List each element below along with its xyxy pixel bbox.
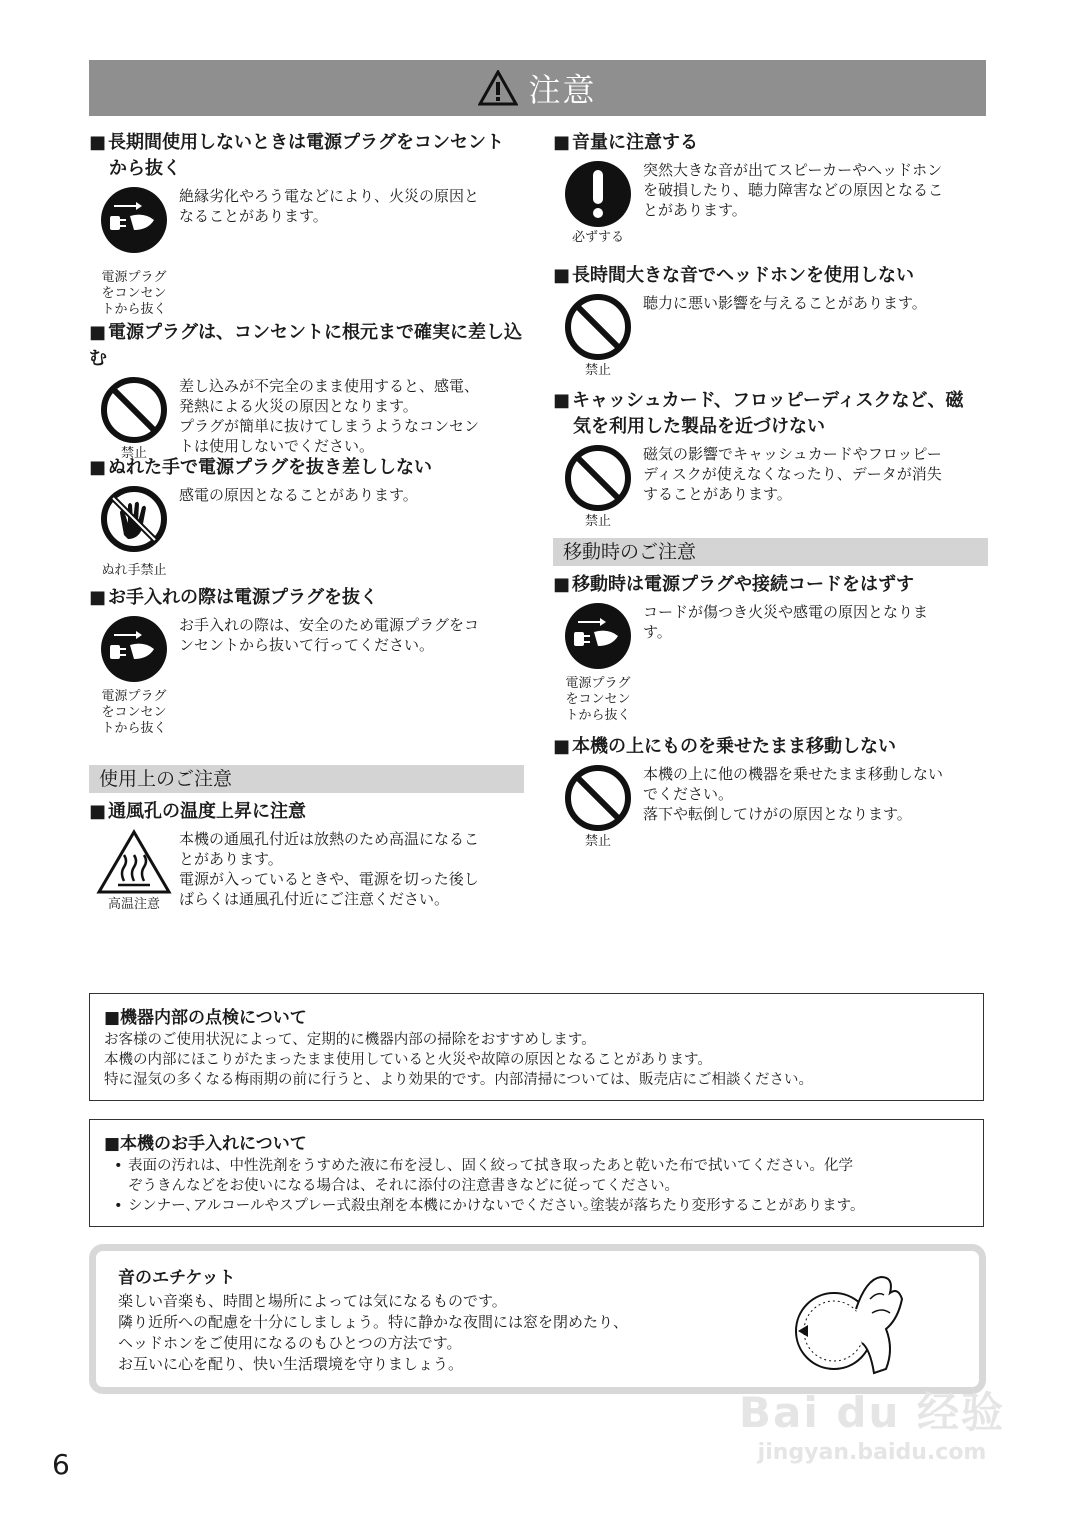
- caution-item: ■ 長時間大きな音でヘッドホンを使用しない 禁止 聴力に悪い影響を与えることがあります。: [553, 263, 988, 388]
- mandatory-icon: [564, 160, 632, 228]
- icon-caption: をコンセン: [565, 692, 631, 707]
- item-title: 通風孔の温度上昇に注意: [108, 801, 307, 822]
- prohibited-icon: [100, 376, 168, 444]
- inspection-notice-box: [89, 993, 984, 1101]
- item-desc: 差し込みが不完全のまま使用すると、感電、: [179, 377, 480, 395]
- section-heading: 移動時のご注意: [553, 538, 988, 566]
- icon-caption: 禁止: [120, 446, 147, 461]
- item-desc: 落下や転倒してけがの原因となります。: [643, 805, 912, 823]
- caution-item: ■ ぬれた手で電源プラグを抜き差ししない ぬれ手禁止 感電の原因となることがあります。: [89, 455, 524, 585]
- item-desc: 感電の原因となることがあります。: [179, 486, 418, 504]
- page-title: 注意: [528, 71, 597, 109]
- volume-knob-hand-illustration: [786, 1269, 916, 1379]
- etiquette-line: お互いに心を配り、快い生活環境を守りましょう。: [118, 1355, 464, 1373]
- etiquette-line: ヘッドホンをご使用になるのもひとつの方法です。: [118, 1334, 462, 1352]
- icon-caption: トから抜く: [101, 721, 167, 736]
- section-heading: 使用上のご注意: [89, 765, 524, 793]
- right-column: [553, 130, 988, 850]
- icon-caption: をコンセン: [101, 286, 167, 301]
- caution-item: ■ 音量に注意する 必ずする 突然大きな音が出てスピーカーやヘッドホン を破損したり、聴力障害などの原因となるこ とがあります。: [553, 130, 988, 263]
- icon-caption: をコンセン: [101, 705, 167, 720]
- unplug-icon: [100, 186, 168, 254]
- item-desc: 聴力に悪い影響を与えることがあります。: [643, 294, 927, 312]
- box-line: 本機の内部にほこりがたまったまま使用していると火災や故障の原因となることがあります。: [104, 1052, 712, 1068]
- item-title-cont: 気を利用した製品を近づけない: [573, 416, 825, 437]
- hot-surface-icon: [96, 829, 172, 895]
- box-line: 特に湿気の多くなる梅雨期の前に行うと、より効果的です。内部清掃については、販売店にご相談ください。: [104, 1072, 814, 1088]
- item-desc: 突然大きな音が出てスピーカーやヘッドホン: [643, 161, 943, 179]
- etiquette-title: 音のエチケット: [118, 1268, 236, 1288]
- sound-etiquette-panel: [89, 1244, 986, 1394]
- icon-caption: 電源プラグ: [101, 270, 167, 285]
- icon-caption: 禁止: [584, 834, 611, 849]
- item-desc: プラグが簡単に抜けてしまうようなコンセン: [179, 417, 480, 435]
- item-desc: トは使用しないでください。: [179, 437, 375, 455]
- page-number: 6: [52, 1448, 70, 1481]
- watermark: [739, 1380, 1005, 1465]
- prohibited-icon: [564, 764, 632, 832]
- icon-caption: 必ずする: [571, 230, 624, 245]
- bullet-text-cont: ぞうきんなどをお使いになる場合は、それに添付の注意書きなどに従ってください。: [128, 1178, 679, 1194]
- item-desc: ンセントから抜いて行ってください。: [179, 636, 435, 654]
- item-desc: お手入れの際は、安全のため電源プラグをコ: [179, 616, 480, 634]
- caution-item: ■ 移動時は電源プラグや接続コードをはずす 電源プラグ をコンセン トから抜く コードが傷つき火災や感電の原因となりま す。: [553, 572, 988, 734]
- item-desc: ディスクが使えなくなったり、データが消失: [643, 465, 942, 483]
- item-desc: す。: [643, 623, 672, 641]
- item-desc: 絶縁劣化やろう電などにより、火災の原因と: [179, 187, 480, 205]
- etiquette-line: 隣り近所への配慮を十分にしましょう。特に静かな夜間には窓を閉めたり、: [118, 1313, 629, 1331]
- item-desc: を破損したり、聴力障害などの原因となるこ: [643, 181, 944, 199]
- warning-triangle-icon: [478, 70, 518, 106]
- icon-caption: 電源プラグ: [565, 676, 631, 691]
- caution-item: ■ 長期間使用しないときは電源プラグをコンセント から抜く 電源プラグ をコンセン トから抜く 絶縁劣化やろう電などにより、火災の原因と なることがあります。: [89, 130, 524, 320]
- item-title: キャッシュカード、フロッピーディスクなど、磁: [572, 390, 964, 411]
- box-title: ■機器内部の点検について: [104, 1008, 307, 1028]
- item-title: 長期間使用しないときは電源プラグをコンセント: [108, 132, 505, 153]
- item-desc: とがあります。: [643, 201, 747, 219]
- item-desc: とがあります。: [179, 850, 283, 868]
- item-desc: 電源が入っているときや、電源を切った後し: [179, 870, 479, 888]
- item-title: 移動時は電源プラグや接続コードをはずす: [572, 574, 915, 595]
- left-column: [89, 130, 524, 913]
- prohibited-icon: [564, 444, 632, 512]
- etiquette-line: 楽しい音楽も、時間と場所によっては気になるものです。: [118, 1292, 507, 1310]
- box-line: お客様のご使用状況によって、定期的に機器内部の掃除をおすすめします。: [104, 1032, 596, 1048]
- prohibited-icon: [564, 293, 632, 361]
- bullet-text: • 表面の汚れは、中性洗剤をうすめた液に布を浸し、固く絞って拭き取ったあと乾いた布で拭いてください。化学: [128, 1158, 853, 1174]
- box-bullet: • シンナー､アルコールやスプレー式殺虫剤を本機にかけないでください｡塗装が落ちたり変形することがあります。: [104, 1196, 969, 1216]
- watermark-url: jingyan.baidu.com: [757, 1440, 987, 1465]
- item-desc: 発熱による火災の原因となります。: [179, 397, 418, 415]
- item-desc: なることがあります。: [179, 207, 328, 225]
- unplug-icon: [564, 602, 632, 670]
- item-desc: 磁気の影響でキャッシュカードやフロッピー: [643, 445, 942, 463]
- item-title: 音量に注意する: [572, 132, 699, 153]
- item-title: 電源プラグは、コンセントに根元まで確実に差し込む: [89, 322, 523, 369]
- item-desc: でください。: [643, 785, 734, 803]
- care-notice-box: [89, 1119, 984, 1227]
- item-desc: 本機の上に他の機器を乗せたまま移動しない: [643, 765, 944, 783]
- item-title: お手入れの際は電源プラグを抜く: [108, 587, 379, 608]
- caution-banner: [89, 60, 986, 116]
- caution-item: ■ キャッシュカード、フロッピーディスクなど、磁 気を利用した製品を近づけない 禁止 磁気の影響でキャッシュカードやフロッピー ディスクが使えなくなったり、データが消失 することがあります。: [553, 388, 988, 538]
- caution-item: ■ 本機の上にものを乗せたまま移動しない 禁止 本機の上に他の機器を乗せたまま移動しない でください。 落下や転倒してけがの原因となります。: [553, 734, 988, 850]
- item-desc: コードが傷つき火災や感電の原因となりま: [643, 603, 929, 621]
- item-desc: ばらくは通風孔付近にご注意ください。: [179, 890, 450, 908]
- unplug-icon: [100, 615, 168, 683]
- icon-caption: 禁止: [584, 514, 611, 529]
- watermark-logo: Bai du 经验: [739, 1388, 1005, 1437]
- wet-hand-prohibited-icon: [100, 485, 168, 553]
- item-desc: 本機の通風孔付近は放熱のため高温になるこ: [179, 830, 480, 848]
- icon-caption: トから抜く: [101, 302, 167, 317]
- item-title: 本機の上にものを乗せたまま移動しない: [572, 736, 897, 757]
- item-title-cont: から抜く: [109, 158, 181, 179]
- caution-item: ■ 電源プラグは、コンセントに根元まで確実に差し込む 禁止 差し込みが不完全のまま使用すると、感電、 発熱による火災の原因となります。 プラグが簡単に抜けてしまうようなコンセン トは使用しないでください。: [89, 322, 523, 461]
- box-bullet: [104, 1156, 969, 1196]
- item-title: 長時間大きな音でヘッドホンを使用しない: [572, 265, 915, 286]
- icon-caption: ぬれ手禁止: [101, 563, 167, 578]
- item-title: ぬれた手で電源プラグを抜き差ししない: [108, 457, 433, 478]
- item-desc: することがあります。: [643, 485, 792, 503]
- caution-item: ■ お手入れの際は電源プラグを抜く 電源プラグ をコンセン トから抜く お手入れの際は、安全のため電源プラグをコ ンセントから抜いて行ってください。: [89, 585, 524, 765]
- icon-caption: 電源プラグ: [101, 689, 167, 704]
- caution-item: ■ 通風孔の温度上昇に注意 高温注意 本機の通風孔付近は放熱のため高温になるこ とがあります。 電源が入っているときや、電源を切った後し ばらくは通風孔付近にご注意ください。: [89, 799, 524, 913]
- box-title: ■本機のお手入れについて: [104, 1134, 307, 1154]
- icon-caption: トから抜く: [565, 708, 631, 723]
- icon-caption: 高温注意: [107, 897, 160, 912]
- icon-caption: 禁止: [584, 363, 611, 378]
